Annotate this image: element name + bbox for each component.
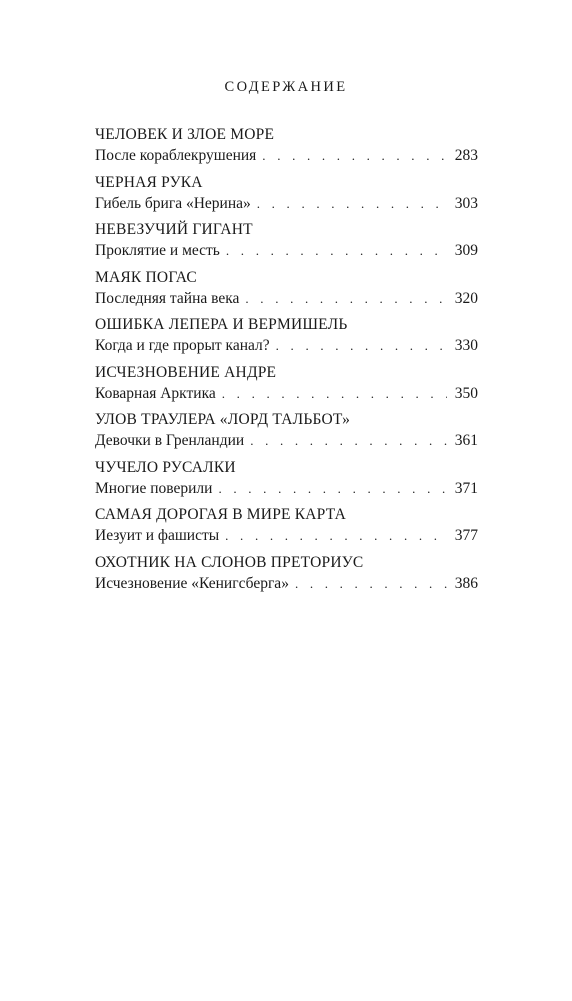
chapter-subtitle: Когда и где прорыт канал? <box>95 337 270 354</box>
toc-line <box>95 478 478 499</box>
dot-leader <box>295 573 447 594</box>
toc-line <box>95 335 478 356</box>
toc-line <box>95 145 478 166</box>
toc-entry[interactable] <box>95 219 478 267</box>
dot-leader <box>245 288 446 309</box>
page-number: 330 <box>454 337 478 354</box>
page-number: 303 <box>454 194 478 212</box>
chapter-title: ОШИБКА ЛЕПЕРА И ВЕРМИШЕЛЬ <box>95 316 348 333</box>
page-number: 320 <box>454 289 478 307</box>
chapter-subtitle: Последняя тайна века <box>95 289 240 307</box>
toc-line <box>95 383 478 404</box>
page-number: 283 <box>454 147 478 164</box>
page-number: 371 <box>454 479 478 497</box>
page-number: 377 <box>454 527 478 544</box>
toc-entry[interactable] <box>95 172 478 220</box>
chapter-subtitle: После кораблекрушения <box>95 147 257 164</box>
chapter-title: НЕВЕЗУЧИЙ ГИГАНТ <box>95 221 253 238</box>
chapter-title: УЛОВ ТРАУЛЕРА «ЛОРД ТАЛЬБОТ» <box>95 411 351 428</box>
page-number: 386 <box>454 574 478 592</box>
toc-entry[interactable] <box>95 552 478 600</box>
table-of-contents <box>95 124 478 599</box>
chapter-title: ОХОТНИК НА СЛОНОВ ПРЕТОРИУС <box>95 553 364 571</box>
dot-leader <box>222 383 447 404</box>
chapter-subtitle: Проклятие и месть <box>95 242 220 259</box>
toc-entry[interactable] <box>95 124 478 172</box>
chapter-title: САМАЯ ДОРОГАЯ В МИРЕ КАРТА <box>95 506 346 523</box>
chapter-subtitle: Гибель брига «Нерина» <box>95 194 251 212</box>
chapter-title: МАЯК ПОГАС <box>95 268 197 286</box>
toc-entry[interactable] <box>95 504 478 552</box>
toc-entry[interactable] <box>95 362 478 410</box>
chapter-subtitle: Коварная Арктика <box>95 384 216 402</box>
toc-line <box>95 430 478 451</box>
page-number: 309 <box>454 242 478 259</box>
dot-leader <box>225 525 447 546</box>
dot-leader <box>262 145 446 166</box>
dot-leader <box>226 240 447 261</box>
toc-line <box>95 288 478 309</box>
toc-entry[interactable] <box>95 409 478 457</box>
toc-line <box>95 525 478 546</box>
toc-entry[interactable] <box>95 267 478 315</box>
toc-entry[interactable] <box>95 457 478 505</box>
chapter-title: ЧЕРНАЯ РУКА <box>95 173 203 191</box>
chapter-subtitle: Исчезновение «Кенигсберга» <box>95 574 289 592</box>
page-number: 361 <box>454 432 478 449</box>
dot-leader <box>257 193 447 214</box>
page-title: СОДЕРЖАНИЕ <box>224 79 348 95</box>
chapter-subtitle: Многие поверили <box>95 479 213 497</box>
chapter-title: ЧЕЛОВЕК И ЗЛОЕ МОРЕ <box>95 126 275 143</box>
toc-entry[interactable] <box>95 314 478 362</box>
toc-line <box>95 240 478 261</box>
toc-line <box>95 573 478 594</box>
page-number: 350 <box>454 384 478 402</box>
chapter-title: ИСЧЕЗНОВЕНИЕ АНДРЕ <box>95 363 277 381</box>
chapter-title: ЧУЧЕЛО РУСАЛКИ <box>95 458 236 476</box>
dot-leader <box>250 430 447 451</box>
chapter-subtitle: Девочки в Гренландии <box>95 432 245 449</box>
toc-line <box>95 193 478 214</box>
chapter-subtitle: Иезуит и фашисты <box>95 527 220 544</box>
dot-leader <box>218 478 446 499</box>
dot-leader <box>276 335 447 356</box>
